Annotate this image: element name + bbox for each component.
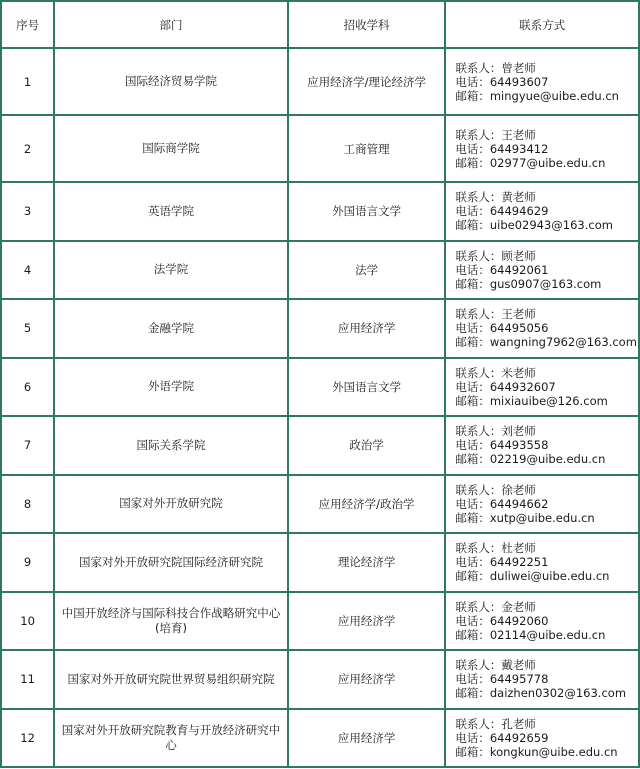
contact-email: 邮箱：02114@uibe.edu.cn — [455, 627, 606, 642]
department-text: 国际经济贸易学院 — [125, 74, 218, 88]
contact-email: 邮箱：mingyue@uibe.edu.cn — [455, 88, 619, 103]
contact-phone: 电话：64492060 — [455, 613, 549, 628]
contact-email: 邮箱：02977@uibe.edu.cn — [455, 155, 606, 170]
row-contact — [445, 115, 639, 182]
table-row — [1, 592, 639, 651]
table-row — [1, 241, 639, 300]
contact-phone: 电话：64494662 — [455, 496, 549, 511]
contact-email: 邮箱：daizhen0302@163.com — [455, 686, 627, 701]
table-row — [1, 48, 639, 115]
row-subject: 理论经济学 — [288, 533, 445, 592]
row-subject: 应用经济学 — [288, 299, 445, 358]
row-department — [54, 650, 288, 709]
contact-person: 联系人：金老师 — [455, 599, 536, 614]
department-text: 国际关系学院 — [136, 437, 206, 452]
row-department — [54, 475, 288, 534]
header-index: 序号 — [1, 1, 54, 48]
row-index: 2 — [1, 115, 54, 182]
row-index: 4 — [1, 241, 54, 300]
contact-email: 邮箱：02219@uibe.edu.cn — [455, 452, 606, 467]
row-index: 7 — [1, 416, 54, 475]
contact-person: 联系人：戴老师 — [455, 658, 536, 673]
row-contact — [445, 650, 639, 709]
row-subject: 应用经济学 — [288, 650, 445, 709]
contact-person: 联系人：米老师 — [455, 365, 536, 380]
header-row — [1, 1, 639, 48]
department-text: 国家对外开放研究院国际经济研究院 — [79, 554, 264, 569]
contact-phone: 电话：644932607 — [455, 379, 556, 394]
row-contact — [445, 358, 639, 417]
contact-phone: 电话：64492659 — [455, 730, 549, 745]
row-contact — [445, 533, 639, 592]
contact-phone: 电话：64492251 — [455, 555, 549, 570]
contact-person: 联系人：顾老师 — [455, 248, 536, 263]
contact-phone: 电话：64494629 — [455, 204, 549, 219]
contact-person: 联系人：曾老师 — [455, 60, 536, 75]
contact-email: 邮箱：kongkun@uibe.edu.cn — [455, 744, 618, 759]
department-text: 英语学院 — [148, 203, 195, 218]
row-department — [54, 416, 288, 475]
contact-phone: 电话：64495056 — [455, 321, 549, 336]
row-subject: 应用经济学/政治学 — [288, 475, 445, 534]
table-row — [1, 416, 639, 475]
department-text: 中国开放经济与国际科技合作战略研究中心(培育) — [61, 605, 281, 635]
department-text: 外语学院 — [148, 379, 195, 394]
contact-phone: 电话：64493607 — [455, 74, 549, 89]
table-row — [1, 475, 639, 534]
header-department: 部门 — [54, 1, 288, 48]
row-department — [54, 358, 288, 417]
row-subject: 外国语言文学 — [288, 358, 445, 417]
table-row — [1, 650, 639, 709]
row-contact — [445, 592, 639, 651]
department-text: 国家对外开放研究院 — [119, 496, 223, 511]
row-subject: 应用经济学 — [288, 709, 445, 768]
row-subject: 政治学 — [288, 416, 445, 475]
contact-phone: 电话：64493558 — [455, 438, 549, 453]
table-row — [1, 182, 639, 241]
contact-email: 邮箱：uibe02943@163.com — [455, 218, 613, 233]
row-department — [54, 533, 288, 592]
header-subject: 招收学科 — [288, 1, 445, 48]
row-subject: 法学 — [288, 241, 445, 300]
row-index: 10 — [1, 592, 54, 651]
row-index: 1 — [1, 48, 54, 115]
contact-email: 邮箱：xutp@uibe.edu.cn — [455, 510, 595, 525]
row-index: 12 — [1, 709, 54, 768]
contact-person: 联系人：王老师 — [455, 307, 536, 322]
row-department — [54, 241, 288, 300]
row-contact — [445, 416, 639, 475]
row-contact — [445, 48, 639, 115]
table-row — [1, 533, 639, 592]
department-text: 国际商学院 — [142, 141, 200, 155]
row-index: 5 — [1, 299, 54, 358]
contact-email: 邮箱：duliwei@uibe.edu.cn — [455, 569, 610, 584]
row-contact — [445, 182, 639, 241]
contact-email: 邮箱：wangning7962@163.com — [455, 335, 637, 350]
row-subject: 工商管理 — [288, 115, 445, 182]
row-index: 3 — [1, 182, 54, 241]
header-contact: 联系方式 — [445, 1, 639, 48]
contact-person: 联系人：杜老师 — [455, 541, 536, 556]
department-text: 法学院 — [153, 262, 189, 277]
row-subject: 应用经济学/理论经济学 — [288, 48, 445, 115]
contact-phone: 电话：64493412 — [455, 141, 549, 156]
contact-email: 邮箱：mixiauibe@126.com — [455, 393, 608, 408]
row-department — [54, 299, 288, 358]
row-index: 9 — [1, 533, 54, 592]
contact-phone: 电话：64492061 — [455, 262, 549, 277]
row-subject: 外国语言文学 — [288, 182, 445, 241]
row-department — [54, 48, 288, 115]
contact-person: 联系人：黄老师 — [455, 190, 536, 205]
row-department — [54, 115, 288, 182]
contact-person: 联系人：徐老师 — [455, 482, 536, 497]
row-department — [54, 709, 288, 768]
table-row — [1, 358, 639, 417]
table-row — [1, 115, 639, 182]
contact-phone: 电话：64495778 — [455, 672, 549, 687]
row-index: 6 — [1, 358, 54, 417]
table-row — [1, 299, 639, 358]
row-department — [54, 592, 288, 651]
row-contact — [445, 241, 639, 300]
contact-email: 邮箱：gus0907@163.com — [455, 276, 602, 291]
table-row — [1, 709, 639, 768]
department-text: 国家对外开放研究院世界贸易组织研究院 — [67, 671, 275, 686]
row-subject: 应用经济学 — [288, 592, 445, 651]
row-contact — [445, 299, 639, 358]
row-contact — [445, 709, 639, 768]
contact-person: 联系人：刘老师 — [455, 424, 536, 439]
department-text: 金融学院 — [148, 320, 195, 335]
contact-person: 联系人：孔老师 — [455, 716, 536, 731]
row-contact — [445, 475, 639, 534]
row-index: 8 — [1, 475, 54, 534]
row-department — [54, 182, 288, 241]
contact-person: 联系人：王老师 — [455, 127, 536, 142]
row-index: 11 — [1, 650, 54, 709]
department-text: 国家对外开放研究院教育与开放经济研究中心 — [61, 722, 281, 752]
